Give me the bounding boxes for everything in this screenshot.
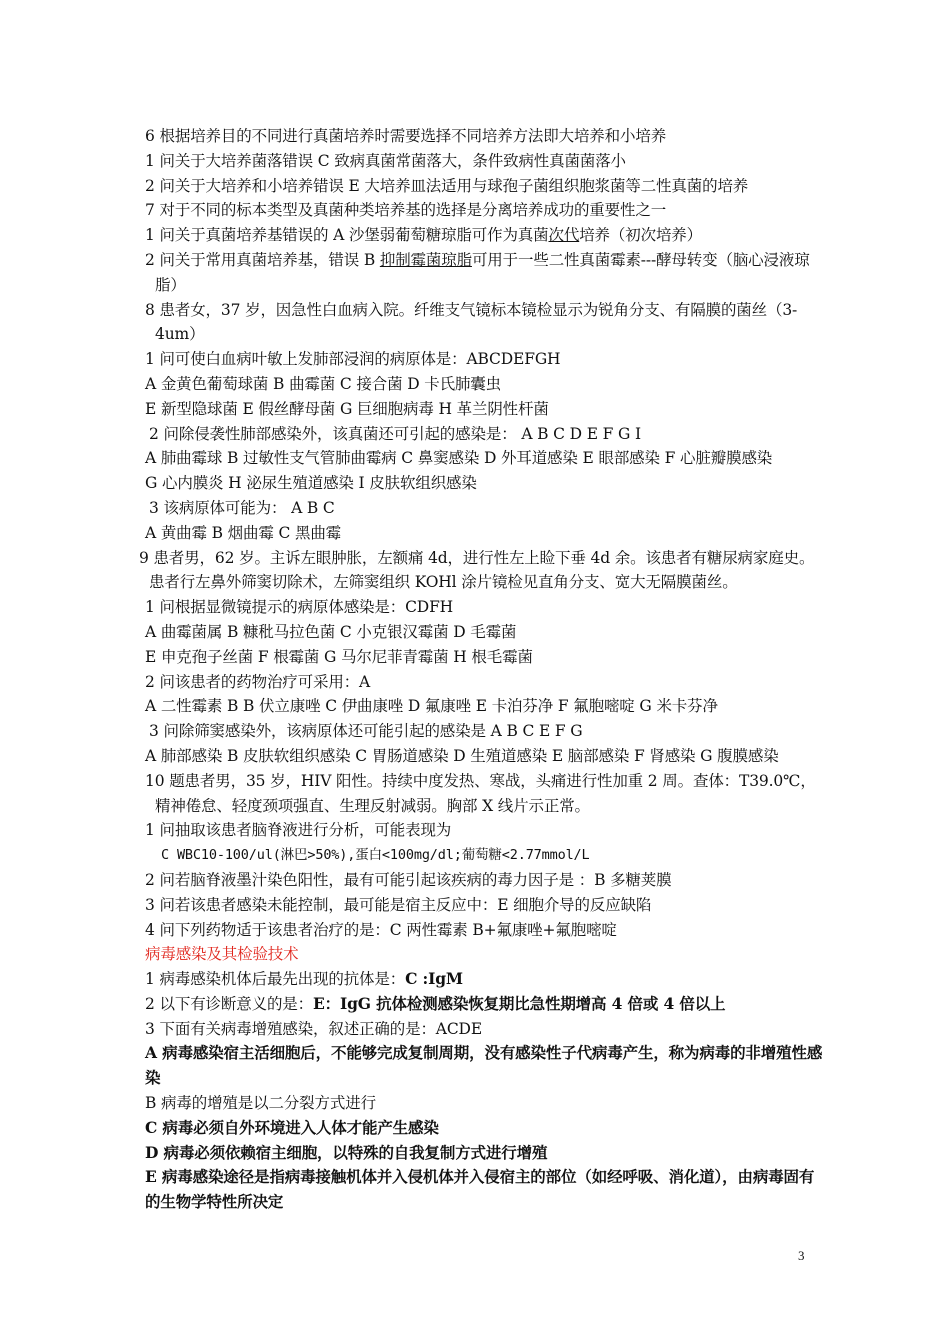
text-line: 4 问下列药物适于该患者治疗的是：C 两性霉素 B+氟康唑+氟胞嘧啶 xyxy=(145,920,617,939)
text-line: E 新型隐球菌 E 假丝酵母菌 G 巨细胞病毒 H 革兰阴性杆菌 xyxy=(145,399,549,418)
answer-text: C :IgM xyxy=(405,969,463,989)
text-line: C WBC10-100/ul(淋巴>50%),蛋白<100mg/dl;葡萄糖<2.77mmol/L xyxy=(161,847,590,864)
text-line: B 病毒的增殖是以二分裂方式进行 xyxy=(145,1094,376,1113)
text-line: 1 问抽取该患者脑脊液进行分析，可能表现为 xyxy=(145,821,452,840)
text-line: E 申克孢子丝菌 F 根霉菌 G 马尔尼菲青霉菌 H 根毛霉菌 xyxy=(145,647,533,666)
text-line: A 肺曲霉球 B 过敏性支气管肺曲霉病 C 鼻窦感染 D 外耳道感染 E 眼部感染 F 心脏瓣膜感染 xyxy=(145,449,773,468)
page-number: 3 xyxy=(798,1248,805,1263)
text-line xyxy=(145,992,825,1017)
text-span: 1 问关于真菌培养基错误的 A 沙堡弱葡萄糖琼脂可作为真菌 xyxy=(145,226,549,245)
text-line: 1 问根据显微镜提示的病原体感染是：CDFH xyxy=(145,598,454,617)
answer-option: C 病毒必须自外环境进入人体才能产生感染 xyxy=(145,1117,439,1137)
text-line: A 肺部感染 B 皮肤软组织感染 C 胃肠道感染 D 生殖道感染 E 脑部感染 F 肾感染 G 腹膜感染 xyxy=(145,746,779,765)
text-line: A 金黄色葡萄球菌 B 曲霉菌 C 接合菌 D 卡氏肺囊虫 xyxy=(145,374,502,393)
text-line: A 曲霉菌属 B 糠秕马拉色菌 C 小克银汉霉菌 D 毛霉菌 xyxy=(145,622,517,641)
text-line: 10 题患者男，35 岁，HIV 阳性。持续中度发热、寒战，头痛进行性加重 2 周。查体：T39.0℃，精神倦怠、轻度颈项强直、生理反射减弱。胸部 X 线片示正常。 xyxy=(145,771,816,815)
text-line xyxy=(145,248,825,298)
text-line: 2 问若脑脊液墨汁染色阳性，最有可能引起该疾病的毒力因子是 ：B 多糖荚膜 xyxy=(145,870,672,889)
answer-option: E 病毒感染途径是指病毒接触机体并入侵机体并入侵宿主的部位（如经呼吸、消化道），由病毒固有的生物学特性所决定 xyxy=(145,1167,815,1212)
text-line: A 二性霉素 B B 伏立康唑 C 伊曲康唑 D 氟康唑 E 卡泊芬净 F 氟胞嘧啶 G 米卡芬净 xyxy=(145,697,718,716)
underlined-term: 抑制霉菌琼脂 xyxy=(379,250,472,269)
text-line: 2 问该患者的药物治疗可采用：A xyxy=(145,672,371,691)
text-line: 2 问除侵袭性肺部感染外，该真菌还可引起的感染是： A B C D E F G I xyxy=(149,424,642,443)
text-line: 3 该病原体可能为： A B C xyxy=(149,498,335,517)
text-line: A 黄曲霉 B 烟曲霉 C 黑曲霉 xyxy=(145,523,342,542)
answer-text: E：IgG 抗体检测感染恢复期比急性期增高 4 倍或 4 倍以上 xyxy=(313,993,726,1013)
text-line xyxy=(145,967,825,992)
text-line: 8 患者女，37 岁，因急性白血病入院。纤维支气镜标本镜检显示为锐角分支、有隔膜的菌丝（3-4um） xyxy=(145,300,798,344)
text-line: 7 对于不同的标本类型及真菌种类培养基的选择是分离培养成功的重要性之一 xyxy=(145,201,667,220)
text-line: 9 患者男，62 岁。主诉左眼肿胀，左额痛 4d，进行性左上睑下垂 4d 余。该患者有糖尿病家庭史。患者行左鼻外筛窦切除术，左筛窦组织 KOHl 涂片镜检见直角分支、宽大无隔膜菌丝。 xyxy=(139,548,815,592)
text-span: 2 问关于常用真菌培养基，错误 B xyxy=(145,250,380,269)
text-span: 培养（初次培养） xyxy=(579,226,703,245)
section-heading: 病毒感染及其检验技术 xyxy=(145,945,299,964)
answer-option: D 病毒必须依赖宿主细胞，以特殊的自我复制方式进行增殖 xyxy=(145,1142,548,1162)
text-line: 1 问关于大培养菌落错误 C 致病真菌常菌落大，条件致病性真菌菌落小 xyxy=(145,151,626,170)
underlined-term: 次代 xyxy=(548,226,580,245)
text-line: G 心内膜炎 H 泌尿生殖道感染 I 皮肤软组织感染 xyxy=(145,474,477,493)
text-line: 3 下面有关病毒增殖感染，叙述正确的是：ACDE xyxy=(145,1019,482,1038)
document-body xyxy=(139,124,825,1215)
text-line: 3 问除筛窦感染外，该病原体还可能引起的感染是 A B C E F G xyxy=(149,722,583,741)
answer-option: A 病毒感染宿主活细胞后，不能够完成复制周期，没有感染性子代病毒产生，称为病毒的非增殖性感染 xyxy=(145,1043,823,1088)
text-span: 可用于一些二性真菌霉素---酵母转变（脑心浸液琼脂） xyxy=(155,250,810,294)
text-line: 6 根据培养目的不同进行真菌培养时需要选择不同培养方法即大培养和小培养 xyxy=(145,127,667,145)
text-span: 1 病毒感染机体后最先出现的抗体是： xyxy=(145,970,406,989)
text-line: 2 问关于大培养和小培养错误 E 大培养皿法适用与球孢子菌组织胞浆菌等二性真菌的培养 xyxy=(145,176,749,195)
text-span: 2 以下有诊断意义的是： xyxy=(145,994,313,1013)
text-line xyxy=(145,223,825,248)
text-line: 1 问可使白血病叶敏上发肺部浸润的病原体是：ABCDEFGH xyxy=(145,350,561,369)
text-line: 3 问若该患者感染未能控制，最可能是宿主反应中：E 细胞介导的反应缺陷 xyxy=(145,895,652,914)
